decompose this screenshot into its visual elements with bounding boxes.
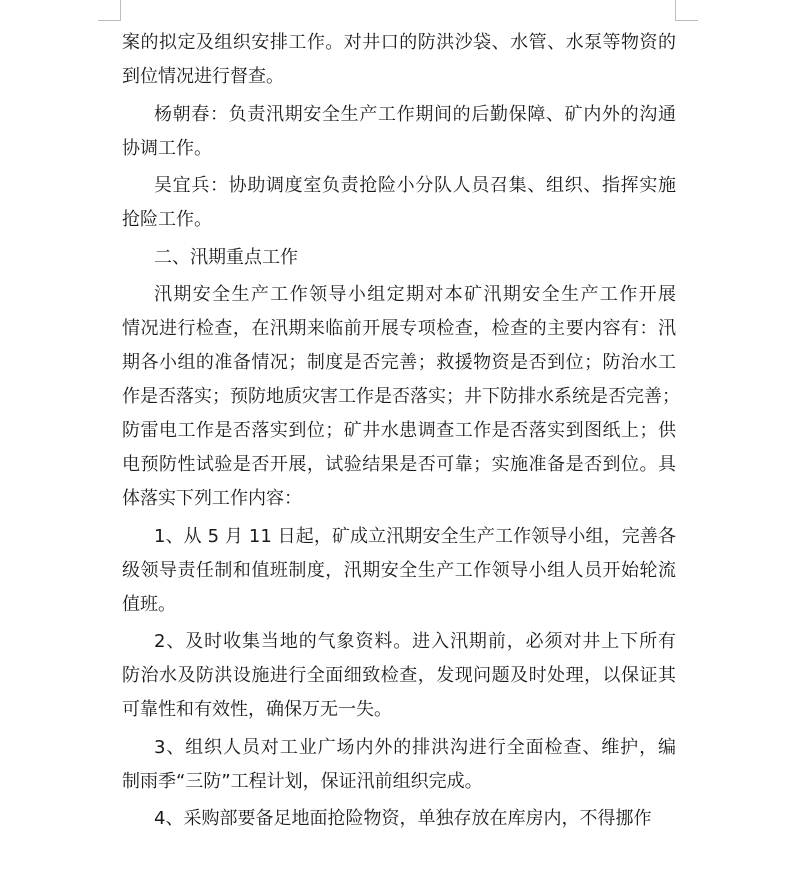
text-line: 4、采购部要备足地面抢险物资，单独存放在库房内，不得挪作: [154, 808, 652, 829]
text-line: 制雨季“三防”工程计划，保证汛前组织完成。: [122, 770, 483, 792]
right-margin-corner-mark: [675, 0, 698, 21]
paragraph: [122, 241, 676, 275]
text-line: 汛期安全生产工作领导小组定期对本矿汛期安全生产工作开展: [154, 284, 676, 305]
paragraph: [122, 169, 676, 237]
text-line: 1、从 5 月 11 日起，矿成立汛期安全生产工作领导小组，完善各: [154, 525, 676, 547]
text-line: 二、汛期重点工作: [154, 246, 298, 268]
paragraph: [122, 802, 676, 836]
text-line: 杨朝春：负责汛期安全生产工作期间的后勤保障、矿内外的沟通: [154, 103, 676, 125]
paragraph: [122, 625, 676, 727]
paragraph: [122, 98, 676, 166]
text-line: 体落实下列工作内容：: [122, 488, 302, 509]
paragraph: [122, 731, 676, 799]
text-line: 期各小组的准备情况；制度是否完善；救援物资是否到位；防治水工: [122, 352, 676, 373]
paragraph: [122, 520, 676, 622]
text-line: 可靠性和有效性，确保万无一失。: [122, 699, 392, 720]
left-margin-corner-mark: [98, 0, 121, 21]
text-line: 作是否落实；预防地质灾害工作是否落实；井下防排水系统是否完善；: [122, 386, 680, 407]
text-line: 抢险工作。: [122, 209, 212, 230]
text-line: 级领导责任制和值班制度，汛期安全生产工作领导小组人员开始轮流: [122, 559, 676, 581]
text-line: 防雷电工作是否落实到位；矿井水患调查工作是否落实到图纸上；供: [122, 420, 676, 441]
text-line: 协调工作。: [122, 137, 212, 159]
text-line: 值班。: [122, 593, 176, 615]
text-line: 到位情况进行督查。: [122, 66, 284, 87]
text-line: 电预防性试验是否开展，试验结果是否可靠；实施准备是否到位。具: [122, 454, 676, 475]
text-line: 情况进行检查，在汛期来临前开展专项检查，检查的主要内容有：汛: [122, 318, 676, 339]
paragraph: [122, 278, 680, 516]
text-line: 3、组织人员对工业广场内外的排洪沟进行全面检查、维护，编: [154, 736, 676, 758]
text-line: 防治水及防洪设施进行全面细致检查，发现问题及时处理，以保证其: [122, 665, 676, 686]
paragraph: [122, 26, 676, 94]
text-line: 2、及时收集当地的气象资料。进入汛期前，必须对井上下所有: [154, 631, 676, 652]
document-text-body: [122, 26, 680, 840]
text-line: 案的拟定及组织安排工作。对井口的防洪沙袋、水管、水泵等物资的: [122, 32, 676, 53]
text-line: 吴宜兵：协助调度室负责抢险小分队人员召集、组织、指挥实施: [154, 175, 676, 196]
